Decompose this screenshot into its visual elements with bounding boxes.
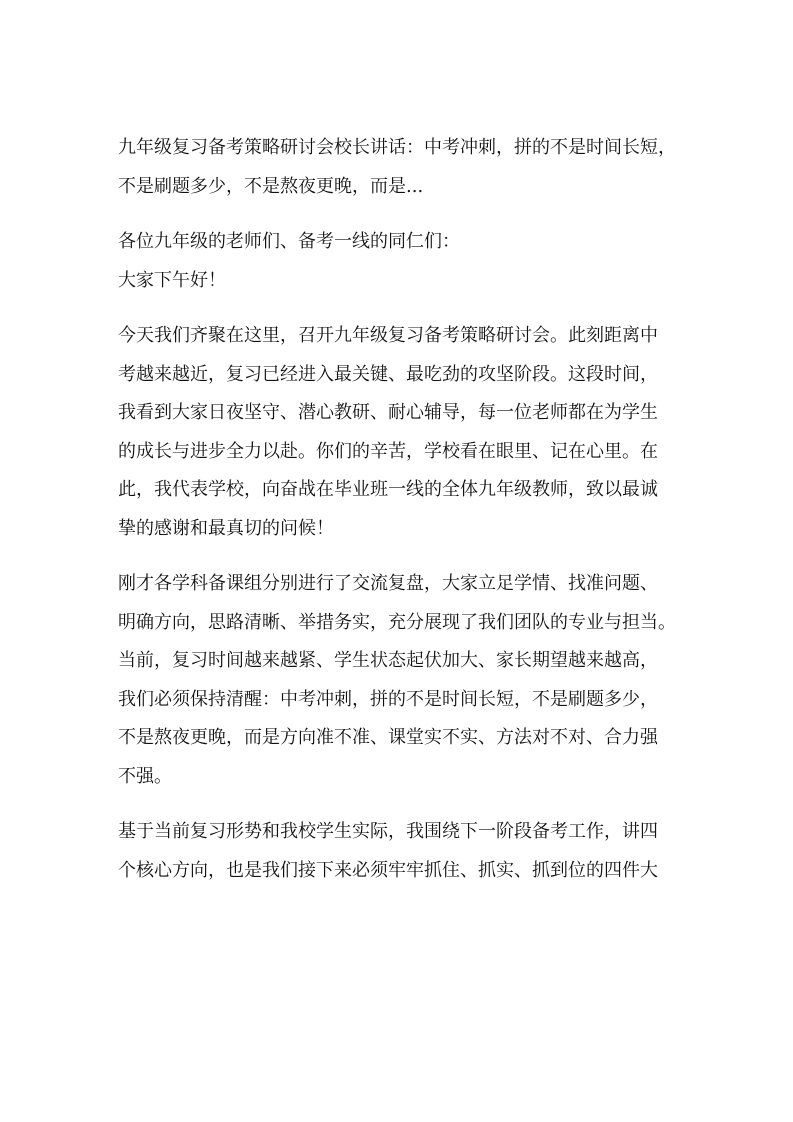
text-line: 基于当前复习形势和我校学生实际，我围绕下一阶段备考工作，讲四 <box>118 821 658 842</box>
text-line: 不强。 <box>118 765 172 787</box>
text-line: 不是刷题多少，不是熬夜更晚，而是... <box>118 175 424 197</box>
text-line: 个核心方向，也是我们接下来必须牢牢抓住、抓实、抓到位的四件大 <box>118 859 658 881</box>
text-line: 此，我代表学校，向奋战在毕业班一线的全体九年级教师，致以最诚 <box>118 479 658 500</box>
text-line: 大家下午好！ <box>118 269 226 291</box>
text-line: 各位九年级的老师们、备考一线的同仁们： <box>118 231 460 252</box>
paragraph-title <box>118 129 688 206</box>
text-line: 不是熬夜更晚，而是方向准不准、课堂实不实、方法对不对、合力强 <box>118 727 658 748</box>
text-line: 我看到大家日夜坚守、潜心教研、耐心辅导，每一位老师都在为学生 <box>118 402 658 423</box>
text-line: 当前，复习时间越来越紧、学生状态起伏加大、家长期望越来越高， <box>118 650 658 671</box>
text-line: 今天我们齐聚在这里，召开九年级复习备考策略研讨会。此刻距离中 <box>118 325 658 346</box>
paragraph-paragraph-3 <box>118 813 688 890</box>
text-line: 刚才各学科备课组分别进行了交流复盘，大家立足学情、找准问题、 <box>118 573 658 594</box>
text-line: 的成长与进步全力以赴。你们的辛苦，学校看在眼里、记在心里。在 <box>118 440 658 462</box>
document-body <box>118 129 688 907</box>
text-line: 挚的感谢和最真切的问候！ <box>118 517 334 539</box>
paragraph-paragraph-2 <box>118 565 688 796</box>
text-line: 明确方向，思路清晰、举措务实，充分展现了我们团队的专业与担当。 <box>118 611 676 633</box>
paragraph-salutation <box>118 223 688 262</box>
text-line: 九年级复习备考策略研讨会校长讲话：中考冲刺，拼的不是时间长短， <box>118 137 676 158</box>
text-line: 我们必须保持清醒：中考冲刺，拼的不是时间长短，不是刷题多少， <box>118 688 658 710</box>
paragraph-paragraph-1 <box>118 317 688 548</box>
text-line: 考越来越近，复习已经进入最关键、最吃劲的攻坚阶段。这段时间， <box>118 363 658 385</box>
paragraph-greeting <box>118 262 688 301</box>
